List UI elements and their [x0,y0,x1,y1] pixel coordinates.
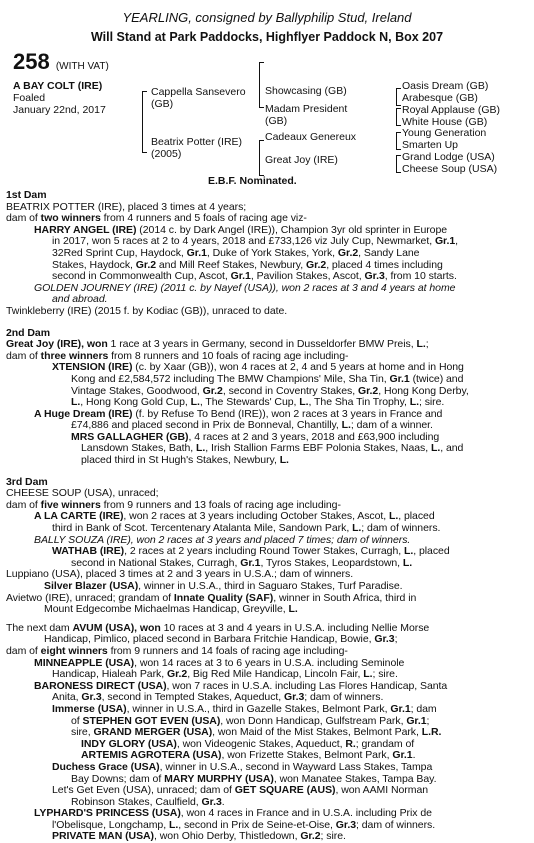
produce-line [6,604,469,616]
text-run: , second in Coventry Stakes, [222,384,358,397]
text-run: , The Stewards' Cup, [199,396,300,409]
text-run: L. [190,396,200,409]
text-run: Handicap, Hialeah Park, [52,668,167,681]
text-run: L. [288,603,298,616]
text-run: Gr.3 [364,270,385,283]
first-dam-line: BEATRIX POTTER (IRE), placed 3 times at 4 years; [6,200,247,213]
text-run: , won 14 races at 3 to 6 years in U.S.A. including Seminole [134,656,405,669]
text-run: , Hong Kong Derby, [378,384,469,397]
text-run: , 2 races at 2 years including Round Tower Stakes, Curragh, [124,545,404,558]
text-run: Gr.2 [337,246,359,259]
text-run: Let's Get Even (USA), unraced; dam of [52,784,235,797]
text-run: , won Videogenic Stakes, Aqueduct, [176,737,346,750]
text-run: Gr.2 [202,384,223,397]
text-run: 10 races at 3 and 4 years in U.S.A. including Nellie Morse [160,621,430,634]
text-run: dam of [6,349,41,362]
stand-location: Will Stand at Park Paddocks, Highflyer Paddock N, Box 207 [90,30,444,44]
third-dam-line: CHEESE SOUP (USA), unraced; [6,487,159,500]
text-run: and Mill Reef Stakes, Newbury, [156,258,306,271]
text-run: , second in Prix de Seine-et-Oise, [178,818,336,831]
text-run: ; sire. [320,830,346,843]
vat-note: (WITH VAT) [55,61,109,72]
text-run: third in Bank of Scot. Tercentenary Atalanta Mile, Sandown Park, [52,522,353,535]
text-run: ; dam [410,702,437,715]
text-run: from 9 runners and 14 foals of racing age including- [107,644,348,657]
text-run: L. [404,545,414,558]
text-run: INDY GLORY (USA) [81,737,177,750]
pedigree-brace [142,91,147,153]
text-run: Stakes, Haydock, [52,258,136,271]
text-run: ; dam of winners. [304,691,384,704]
text-run: 32Red Sprint Cup, Haydock, [52,246,187,259]
dam-sire-sire: Young Generation [402,127,487,139]
text-run: Anita, [52,691,82,704]
text-run: , Sandy Lane [358,246,420,259]
text-run: A LA CARTE (IRE) [34,510,124,523]
text-run: , 4 races at 2 and 3 years, 2018 and £63,900 including [188,430,440,443]
sire-dam-sire: Royal Applause (GB) [402,104,501,116]
text-run: , placed [413,545,450,558]
text-run: Gr.1 [186,246,207,259]
pedigree-brace [396,132,401,150]
text-run: second in National Stakes, Curragh, [71,556,241,569]
text-run: L. [341,419,351,432]
dam-year: (2005) [151,148,182,160]
section-heading-3rd-dam: 3rd Dam [6,475,48,488]
dam-sire-dam: Smarten Up [402,139,459,151]
text-run: , placed 4 times including [326,258,443,271]
text-run: L. [299,396,309,409]
text-run: L. [389,510,399,523]
sire-dam-dam: White House (GB) [402,116,488,128]
text-run: , Pavilion Stakes, Ascot, [250,270,365,283]
section-heading-2nd-dam: 2nd Dam [6,326,50,339]
foaled-label: Foaled [13,92,46,104]
text-run: from 9 runners and 13 foals of racing age including- [100,498,341,511]
text-run: , [455,235,459,248]
text-run: Robinson Stakes, Caulfield, [71,795,202,808]
sire-sire: Showcasing (GB) [265,85,347,97]
text-run: Duchess Grace (USA) [52,760,160,773]
produce-line [6,271,469,283]
text-run: Gr.1 [390,702,411,715]
text-run: ; sire. [372,668,398,681]
sire-dam: Madam President [265,103,348,115]
dam-dam-sire: Grand Lodge (USA) [402,151,495,163]
text-run: Gr.2 [166,668,188,681]
sire-sire-sire: Oasis Dream (GB) [402,80,489,92]
text-run: Kong and £2,584,572 including The BMW Champions' Mile, Sha Tin, [71,372,390,385]
text-run: MARY MURPHY (USA) [164,772,274,785]
text-run: AVUM (USA), won [72,621,161,634]
text-run: Gr.3 [201,795,222,808]
dam-sire: Cadeaux Genereux [265,131,357,143]
text-run: BARONESS DIRECT (USA) [34,679,167,692]
text-run: three winners [40,349,109,362]
text-run: Gr.1 [240,556,261,569]
consignment-title: YEARLING, consigned by Ballyphilip Stud, Ireland [122,10,412,25]
text-run: , won Manatee Stakes, Tampa Bay. [273,772,437,785]
text-run: Mount Edgecombe Michaelmas Handicap, Greyville, [44,603,289,616]
ebf-nomination: E.B.F. Nominated. [208,175,297,187]
text-run: dam of [6,498,41,511]
text-run: five winners [40,498,101,511]
pedigree-brace [396,155,401,173]
text-run: sire, [71,726,94,739]
lot-number-block [13,49,109,75]
text-run: XTENSION (IRE) [52,361,133,374]
text-run: , won 7 races in U.S.A. including Las Flores Handicap, Santa [166,679,448,692]
text-run: Gr.3 [81,691,102,704]
text-run: L. [168,818,179,831]
text-run: Gr.2 [305,258,327,271]
text-run: , won Frizette Stakes, Belmont Park, [221,749,393,762]
text-run: Lansdown Stakes, Bath, [81,442,197,455]
text-run: MRS GALLAGHER (GB) [71,430,189,443]
lot-name: A BAY COLT (IRE) [13,80,103,92]
text-run: , won Maid of the Mist Stakes, Belmont Park, [212,726,422,739]
text-run: eight winners [40,644,108,657]
text-run: L. [430,442,441,455]
lot-number: 258 [13,49,50,74]
produce-line: and abroad. [52,293,108,306]
text-run: Gr.1 [389,372,410,385]
text-run: The next dam [6,621,73,634]
produce-luppiano: Luppiano (USA), placed 3 times at 2 and 3 years in U.S.A.; dam of winners. [6,568,354,581]
text-run: , Big Red Mile Handicap, Lincoln Fair, [187,668,364,681]
produce-bally-souza: BALLY SOUZA (IRE), won 2 races at 3 years and placed 7 times; dam of winners. [34,533,411,546]
text-run: HARRY ANGEL (IRE) [34,223,137,236]
text-run: R. [345,737,356,750]
sire-dam-suffix: (GB) [265,115,288,127]
text-run: dam of [6,212,41,225]
text-run: A Huge Dream (IRE) [34,407,133,420]
text-run: Gr.1 [406,714,427,727]
text-run: Handicap, Pimlico, placed second in Barbara Fritchie Handicap, Bowie, [44,633,375,646]
text-run: Bay Downs; dam of [71,772,165,785]
text-run: two winners [40,212,101,225]
text-run: L. [416,338,426,351]
catalogue-body [6,187,469,843]
text-run: , Tyros Stakes, Leopardstown, [260,556,403,569]
text-run: WATHAB (IRE) [52,545,125,558]
section-heading-1st-dam: 1st Dam [6,189,47,201]
text-run: , placed [398,510,435,523]
dam-name: Beatrix Potter (IRE) [151,136,243,148]
dam-dam: Great Joy (IRE) [265,154,338,166]
produce-line [6,523,469,535]
text-run: Innate Quality (SAF) [173,591,274,604]
text-run: LYPHARD'S PRINCESS (USA) [34,807,181,820]
text-run: (twice) and [409,372,464,385]
text-run: STEPHEN GOT EVEN (USA) [82,714,221,727]
text-run: , winner in U.S.A., second in Wayward Lass Stakes, Tampa [159,760,433,773]
sire-sire-dam: Arabesque (GB) [402,92,478,104]
text-run: (f. by Refuse To Bend (IRE)), won 2 races at 3 years in France and [132,407,443,420]
text-run: of [71,714,83,727]
text-run: ; dam of a winner. [350,419,433,432]
text-run: ; dam of winners. [356,818,436,831]
text-run: Gr.2 [300,830,321,843]
text-run: Gr.1 [230,270,251,283]
text-run: Gr.2 [357,384,379,397]
text-run: (c. by Xaar (GB)), won 4 races at 2, 4 and 5 years at home and in Hong [132,361,464,374]
text-run: from 8 runners and 10 foals of racing age including- [108,349,349,362]
text-run: l'Obelisque, Longchamp, [52,818,169,831]
text-run: , Hong Kong Gold Cup, [80,396,191,409]
text-run: , Duke of York Stakes, York, [206,246,338,259]
pedigree-brace [259,140,264,176]
text-run: ARTEMIS AGROTERA (USA) [81,749,222,762]
text-run: , The Sha Tin Trophy, [308,396,410,409]
text-run: Gr.3 [335,818,357,831]
text-run: Gr.1 [392,749,413,762]
produce-line [6,455,469,467]
text-run: . [412,749,416,762]
text-run: Silver Blazer (USA) [44,580,139,592]
text-run: Immerse (USA) [52,702,127,715]
text-run: , won Ohio Derby, Thistledown, [154,830,301,843]
text-run: in 2017, won 5 races at 2 to 4 years, 2018 and £733,126 viz July Cup, Newmarket, [52,235,435,248]
text-run: , won Donn Handicap, Gulfstream Park, [220,714,407,727]
text-run: GRAND MERGER (USA) [93,726,213,739]
text-run: Gr.2 [135,258,157,271]
text-run: , second in Tempted Stakes, Aqueduct, [101,691,285,704]
text-run: (2014 c. by Dark Angel (IRE)), Champion 3yr old sprinter in Europe [136,223,448,236]
text-run: . [221,795,225,808]
pedigree-brace [396,108,401,126]
text-run: Gr.1 [434,235,456,248]
produce-golden-journey: GOLDEN JOURNEY (IRE) (2011 c. by Nayef (USA)), won 2 races at 3 and 4 years at home [34,281,456,294]
text-run: Gr.3 [284,691,305,704]
text-run: ; dam of winners. [361,522,441,535]
sire-suffix: (GB) [151,98,174,110]
text-run: , winner in South Africa, third in [273,591,417,604]
text-run: ; [426,714,430,727]
text-run: ; grandam of [355,737,415,750]
text-run: , won AAMI Norman [335,784,429,797]
text-run: second in Commonwealth Cup, Ascot, [52,270,231,283]
text-run: , won 4 races in France and in U.S.A. including Prix de [180,807,432,820]
text-run: L. [409,396,419,409]
text-run: Gr.3 [374,633,395,646]
text-run: Avietwo (IRE), unraced; grandam of [6,591,174,604]
text-run: , winner in U.S.A., third in Gazelle Stakes, Belmont Park, [126,702,391,715]
text-run: PRIVATE MAN (USA) [52,830,155,843]
text-run: , and [440,442,464,455]
text-run: dam of [6,644,41,657]
text-run: L. [71,396,81,409]
text-run: placed third in St Hugh's Stakes, Newbury, [81,454,280,467]
text-run: L. [352,522,362,535]
text-run: , won 2 races at 3 years including October Stakes, Ascot, [123,510,389,523]
text-run: Great Joy (IRE), won [6,338,108,351]
text-run: ; [394,633,398,646]
text-run: L. [363,668,373,681]
text-run: Vintage Stakes, Goodwood, [71,384,203,397]
text-run: ; sire. [418,396,445,409]
text-run: £74,886 and placed second in Prix de Bonneval, Chantilly, [71,419,342,432]
text-run: L. [279,454,289,467]
sire-name: Cappella Sansevero [151,86,246,98]
text-run: L. [402,556,413,569]
text-run: GET SQUARE (AUS) [234,784,336,797]
text-run: 1 race at 3 years in Germany, second in Dusseldorfer BMW Preis, [107,338,417,351]
text-run: , Irish Stallion Farms EBF Polonia Stakes, Naas, [205,442,431,455]
foaled-date: January 22nd, 2017 [13,104,106,116]
dam-dam-dam: Cheese Soup (USA) [402,163,498,175]
text-run: from 4 runners and 5 foals of racing age viz- [100,212,307,225]
produce-private-man [6,831,469,843]
text-run: L. [196,442,206,455]
text-run: MINNEAPPLE (USA) [34,656,135,669]
text-run: , from 10 starts. [384,270,457,283]
pedigree-brace [396,88,401,106]
text-run: ; [425,338,429,351]
text-run: , winner in U.S.A., third in Saguaro Stakes, Turf Paradise. [138,580,403,592]
produce-twinkleberry: Twinkleberry (IRE) (2015 f. by Kodiac (GB)), unraced to date. [6,304,288,317]
text-run: L.R. [421,726,442,739]
pedigree-brace [259,62,264,108]
